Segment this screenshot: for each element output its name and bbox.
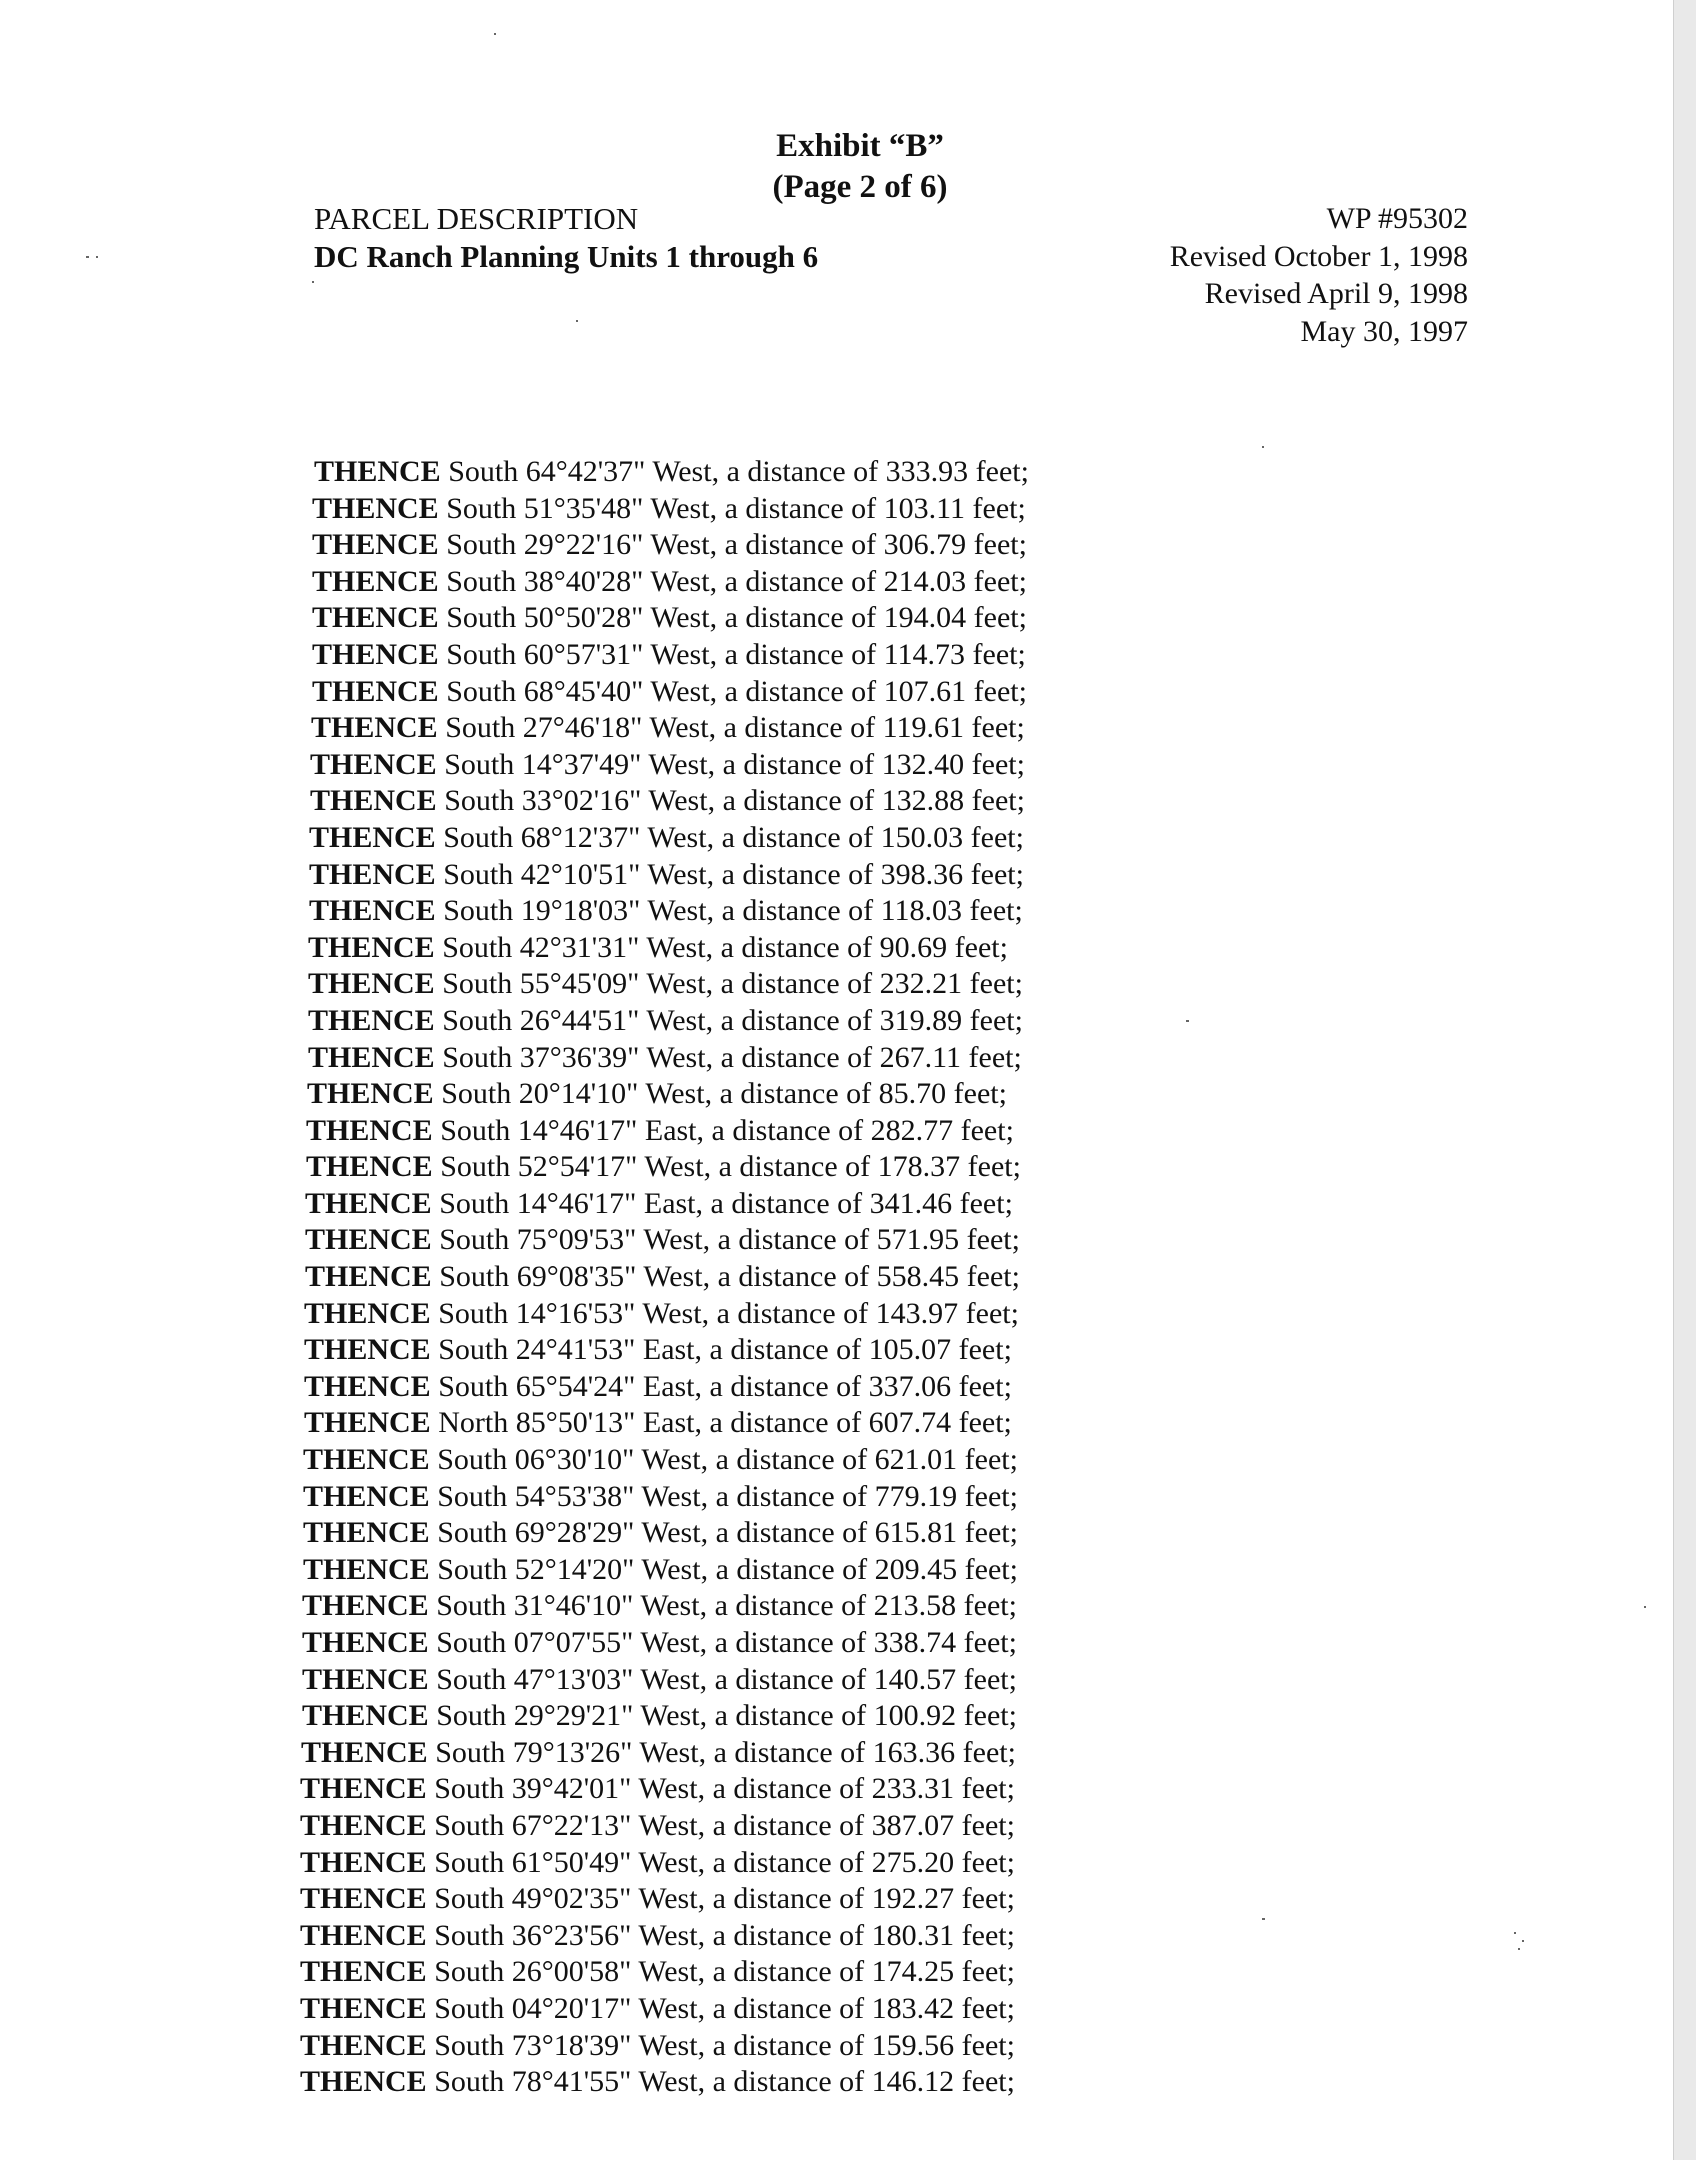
course-line [300,1552,1300,1589]
course-keyword: THENCE [304,1406,431,1440]
speck [1522,1940,1524,1942]
course-keyword: THENCE [312,528,439,562]
course-text: South 26°00'58" West, a distance of 174.25 feet; [434,1955,1015,1989]
course-text: South 55°45'09" West, a distance of 232.21 feet; [442,967,1023,1001]
course-line [300,454,1300,491]
course-keyword: THENCE [305,1260,432,1294]
course-keyword: THENCE [300,1991,427,2025]
course-text: South 19°18'03" West, a distance of 118.03 feet; [443,894,1023,928]
revision-block [1170,200,1468,350]
course-line [300,637,1300,674]
parcel-subtitle: DC Ranch Planning Units 1 through 6 [314,239,819,274]
course-text: South 64°42'37" West, a distance of 333.93 feet; [448,455,1029,488]
course-keyword: THENCE [300,1882,427,1916]
course-line [300,527,1300,564]
course-keyword: THENCE [301,1735,428,1769]
speck [1514,1932,1516,1934]
course-text: South 29°29'21" West, a distance of 100.92 feet; [436,1699,1017,1733]
course-line [300,1222,1300,1259]
course-line [300,1076,1300,1113]
course-line [300,1113,1300,1150]
course-text: South 07°07'55" West, a distance of 338.74 feet; [436,1626,1017,1659]
course-keyword: THENCE [302,1699,429,1733]
speck [576,320,578,322]
exhibit-heading [700,126,1020,208]
course-keyword: THENCE [300,1772,427,1806]
course-text: South 14°46'17" East, a distance of 282.77 feet; [440,1113,1014,1147]
course-keyword: THENCE [300,2028,427,2062]
course-keyword: THENCE [304,1333,431,1367]
course-keyword: THENCE [304,1369,431,1403]
course-line [300,1332,1300,1369]
course-text: South 73°18'39" West, a distance of 159.56 feet; [434,2028,1015,2062]
course-keyword: THENCE [303,1552,430,1586]
scan-page-edge [1673,0,1696,2160]
course-keyword: THENCE [308,1003,435,1037]
course-text: South 79°13'26" West, a distance of 163.36 feet; [435,1735,1016,1769]
course-keyword: THENCE [300,1955,427,1989]
course-text: South 54°53'38" West, a distance of 779.19 feet; [437,1479,1018,1513]
course-keyword: THENCE [310,747,437,781]
course-keyword: THENCE [300,1845,427,1879]
course-text: South 27°46'18" West, a distance of 119.61 feet; [445,711,1025,745]
revised-date-1: Revised October 1, 1998 [1169,239,1468,273]
course-line [300,820,1300,857]
course-keyword: THENCE [305,1186,432,1220]
course-text: South 14°16'53" West, a distance of 143.97 feet; [438,1296,1019,1330]
course-keyword: THENCE [306,1150,433,1184]
speck [1262,446,1264,448]
course-keyword: THENCE [312,564,439,598]
course-keyword: THENCE [310,784,437,818]
course-list [300,454,1300,2101]
course-keyword: THENCE [308,967,435,1001]
course-keyword: THENCE [314,455,441,488]
speck [494,33,496,35]
course-line [300,1405,1300,1442]
course-line [300,2064,1300,2101]
course-line [300,1479,1300,1516]
course-keyword: THENCE [312,491,439,525]
course-line [300,1003,1300,1040]
course-text: South 61°50'49" West, a distance of 275.20 feet; [434,1845,1015,1879]
course-line [300,1735,1300,1772]
course-keyword: THENCE [309,857,436,891]
course-text: South 69°08'35" West, a distance of 558.45 feet; [439,1260,1020,1294]
course-text: South 36°23'56" West, a distance of 180.31 feet; [434,1918,1015,1952]
course-text: South 14°46'17" East, a distance of 341.46 feet; [439,1186,1013,1220]
course-keyword: THENCE [307,1077,434,1111]
course-keyword: THENCE [300,1918,427,1952]
course-line [300,1698,1300,1735]
parcel-heading [314,200,818,276]
speck [1644,1606,1646,1608]
course-text: South 69°28'29" West, a distance of 615.81 feet; [437,1516,1018,1550]
course-text: South 42°31'31" West, a distance of 90.69 feet; [442,930,1008,964]
course-line [300,1845,1300,1882]
course-line [300,1625,1300,1662]
speck [86,256,89,258]
course-line [300,710,1300,747]
course-line [300,491,1300,528]
course-keyword: THENCE [312,637,439,671]
revised-date-2: Revised April 9, 1998 [1204,277,1468,310]
course-text: South 33°02'16" West, a distance of 132.88 feet; [444,784,1025,818]
course-text: South 47°13'03" West, a distance of 140.57 feet; [436,1662,1017,1696]
course-text: South 29°22'16" West, a distance of 306.79 feet; [446,528,1027,562]
course-text: South 68°45'40" West, a distance of 107.61 feet; [446,674,1027,708]
course-keyword: THENCE [303,1443,430,1477]
course-text: South 31°46'10" West, a distance of 213.58 feet; [436,1589,1017,1623]
course-line [300,783,1300,820]
course-text: South 06°30'10" West, a distance of 621.01 feet; [437,1443,1018,1477]
page-label: (Page 2 of 6) [772,169,948,205]
course-text: South 39°42'01" West, a distance of 233.31 feet; [434,1772,1015,1806]
course-text: South 14°37'49" West, a distance of 132.40 feet; [444,747,1025,781]
course-line [300,1369,1300,1406]
course-text: South 75°09'53" West, a distance of 571.95 feet; [439,1223,1020,1257]
course-text: South 20°14'10" West, a distance of 85.70 feet; [441,1077,1007,1111]
course-keyword: THENCE [312,601,439,635]
course-line [300,1186,1300,1223]
course-text: South 24°41'53" East, a distance of 105.07 feet; [438,1333,1012,1367]
speck [312,281,314,283]
course-line [300,564,1300,601]
course-line [300,674,1300,711]
course-keyword: THENCE [312,674,439,708]
course-line [300,1954,1300,1991]
course-keyword: THENCE [306,1113,433,1147]
course-keyword: THENCE [305,1223,432,1257]
course-line [300,1040,1300,1077]
course-text: South 78°41'55" West, a distance of 146.12 feet; [434,2065,1015,2099]
course-line [300,893,1300,930]
course-line [300,1662,1300,1699]
course-keyword: THENCE [302,1626,429,1659]
course-text: South 67°22'13" West, a distance of 387.07 feet; [434,1808,1015,1842]
course-line [300,1918,1300,1955]
course-line [300,1442,1300,1479]
course-line [300,2028,1300,2065]
course-keyword: THENCE [300,1808,427,1842]
course-text: North 85°50'13" East, a distance of 607.74 feet; [438,1406,1012,1440]
course-text: South 68°12'37" West, a distance of 150.03 feet; [443,820,1024,854]
course-line [300,1515,1300,1552]
course-keyword: THENCE [309,820,436,854]
course-line [300,1808,1300,1845]
course-text: South 42°10'51" West, a distance of 398.36 feet; [443,857,1024,891]
original-date: May 30, 1997 [1300,314,1468,348]
course-line [300,1771,1300,1808]
course-text: South 52°14'20" West, a distance of 209.45 feet; [437,1552,1018,1586]
course-line [300,600,1300,637]
course-text: South 26°44'51" West, a distance of 319.89 feet; [442,1003,1023,1037]
course-line [300,1881,1300,1918]
course-keyword: THENCE [308,1040,435,1074]
course-line [300,747,1300,784]
course-text: South 49°02'35" West, a distance of 192.27 feet; [434,1882,1015,1916]
course-keyword: THENCE [302,1662,429,1696]
course-text: South 52°54'17" West, a distance of 178.37 feet; [440,1150,1021,1184]
course-line [300,1296,1300,1333]
course-keyword: THENCE [311,711,438,745]
parcel-title: PARCEL DESCRIPTION [314,201,639,236]
course-keyword: THENCE [303,1516,430,1550]
course-keyword: THENCE [304,1296,431,1330]
exhibit-title: Exhibit “B” [776,128,944,164]
course-text: South 50°50'28" West, a distance of 194.04 feet; [446,601,1027,635]
wp-number: WP #95302 [1326,202,1468,235]
course-line [300,1991,1300,2028]
course-line [300,966,1300,1003]
course-text: South 65°54'24" East, a distance of 337.06 feet; [438,1369,1012,1403]
course-text: South 60°57'31" West, a distance of 114.73 feet; [446,637,1026,671]
course-line [300,930,1300,967]
course-line [300,1259,1300,1296]
course-text: South 38°40'28" West, a distance of 214.03 feet; [446,564,1027,598]
course-line [300,1588,1300,1625]
speck [96,256,98,258]
course-keyword: THENCE [309,894,436,928]
course-line [300,857,1300,894]
course-text: South 37°36'39" West, a distance of 267.11 feet; [442,1040,1022,1074]
course-line [300,1149,1300,1186]
course-text: South 04°20'17" West, a distance of 183.42 feet; [434,1991,1015,2025]
course-text: South 51°35'48" West, a distance of 103.11 feet; [446,491,1026,525]
course-keyword: THENCE [302,1589,429,1623]
course-keyword: THENCE [308,930,435,964]
speck [1518,1948,1520,1950]
course-keyword: THENCE [300,2065,427,2099]
course-keyword: THENCE [303,1479,430,1513]
